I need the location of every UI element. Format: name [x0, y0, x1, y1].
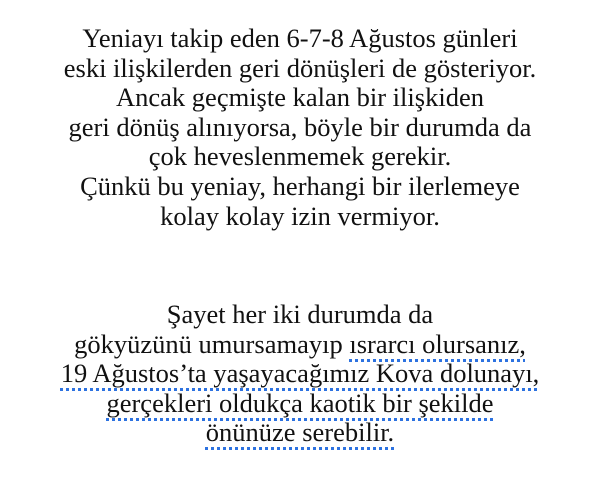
text-line: geri dönüş alınıyorsa, böyle bir durumda da [68, 111, 532, 142]
paragraph-1 [0, 24, 600, 231]
text-line-highlighted [0, 359, 600, 389]
highlighted-text: 19 Ağustos’ta yaşayacağımız Kova dolunayı, [60, 358, 540, 389]
text-segment: gökyüzünü umursamayıp [74, 328, 350, 359]
text-line: eski ilişkilerden geri dönüşleri de gösteriyor. [63, 52, 537, 83]
text-line: Çünkü bu yeniay, herhangi bir ilerlemeye [80, 170, 520, 201]
highlighted-text: gerçekleri oldukça kaotik bir şekilde [106, 387, 494, 418]
text-line: kolay kolay izin vermiyor. [160, 200, 440, 231]
highlighted-text: ısrarcı olursanız, [349, 328, 526, 359]
text-line: çok heveslenmemek gerekir. [148, 141, 452, 172]
text-line: Şayet her iki durumda da [166, 299, 434, 329]
text-line-highlighted [0, 418, 600, 448]
paragraph-2 [0, 300, 600, 448]
highlighted-text: önünüze serebilir. [205, 417, 395, 448]
text-line: Yeniayı takip eden 6-7-8 Ağustos günleri [82, 23, 518, 53]
text-line-mixed [0, 330, 600, 360]
text-line: Ancak geçmişte kalan bir ilişkiden [116, 82, 484, 113]
text-line-highlighted [0, 389, 600, 419]
